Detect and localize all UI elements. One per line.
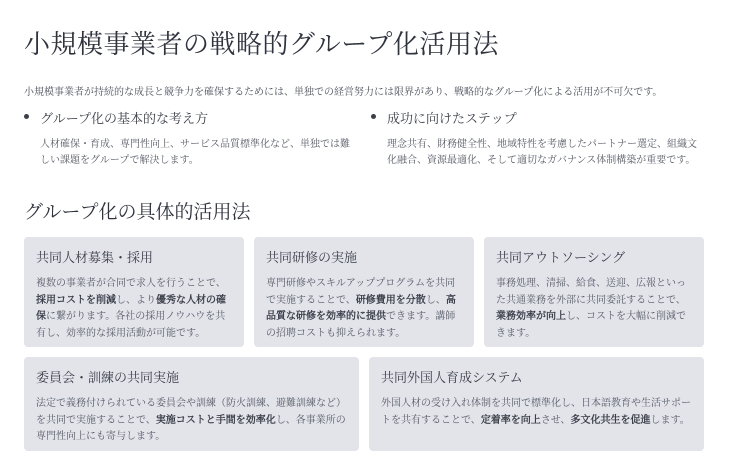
bullet-body: 理念共有、財務健全性、地域特性を考慮したパートナー選定、組織文化融合、資源最適化、そして適切なガバナンス体制構築が重要です。 (387, 139, 697, 166)
body-text: し、より (116, 294, 156, 306)
card-joint-recruitment (24, 237, 244, 347)
body-text: し、コストを大幅に削減できます。 (496, 311, 686, 339)
body-text: 法定で義務付けられている委員会や訓練（防火訓練、避難訓練など）を共同で実施することで、 (36, 398, 346, 426)
emphasis-text: 研修費用を分散 (355, 294, 426, 306)
card-title: 共同外国人育成システム (381, 371, 523, 386)
body-text: 複数の事業者が合同で求人を行うことで、 (36, 278, 226, 289)
card-title: 共同アウトソーシング (496, 251, 626, 266)
card-body (496, 276, 692, 342)
intro-text: 小規模事業者が持続的な成長と競争力を確保するためには、単独での経営努力には限界があり、戦略的なグループ化による活用が不可欠です。 (24, 87, 663, 98)
body-text: できます。講師の招聘コストも抑えられます。 (266, 311, 456, 339)
section-title: グループ化の具体的活用法 (24, 201, 251, 223)
card-body (36, 276, 232, 342)
body-text: 事務処理、清掃、給食、送迎、広報といった共通業務を外部に共同委託することで、 (496, 278, 686, 306)
bullet-success-steps (371, 108, 701, 169)
emphasis-text: 優秀な人材の確保 (36, 294, 226, 322)
bullet-heading (371, 108, 701, 127)
bullet-body: 人材確保・育成、専門性向上、サービス品質標準化など、単独では難しい課題をグループで解決します。 (40, 139, 350, 166)
emphasis-text: 業務効率が向上 (496, 311, 566, 322)
emphasis-text: 多文化共生を促進 (570, 414, 651, 426)
card-body (266, 276, 462, 342)
card-joint-training (254, 237, 474, 347)
card-body (36, 396, 347, 446)
emphasis-text: 実施コストと手間を効率化 (155, 414, 276, 426)
body-text: 専門研修やスキルアッププログラムを共同で実施することで、 (266, 278, 456, 306)
body-text: し、 (425, 294, 446, 306)
emphasis-text: 定着率を向上 (480, 414, 541, 426)
bullet-dot-icon (24, 114, 29, 119)
bullet-basic-concept (24, 108, 354, 169)
body-text: 外国人材の受け入れ体制を共同で標準化し、日本語教育や生活サポートを共有することで、 (381, 398, 691, 426)
card-title: 委員会・訓練の共同実施 (36, 371, 180, 386)
body-text: します。 (650, 414, 690, 426)
emphasis-text: 採用コストを削減 (36, 294, 116, 306)
card-joint-foreign-talent (369, 357, 704, 451)
page-title: 小規模事業者の戦略的グループ化活用法 (24, 30, 499, 60)
bullet-dot-icon (371, 114, 376, 119)
card-title: 共同人材募集・採用 (36, 251, 154, 266)
bullet-heading-text: グループ化の基本的な考え方 (40, 112, 208, 127)
body-text: させ、 (540, 414, 571, 426)
card-joint-committee-drills (24, 357, 359, 451)
card-title: 共同研修の実施 (266, 251, 358, 266)
body-text: に繋がります。各社の採用ノウハウを共有し、効率的な採用活動が可能です。 (36, 311, 226, 339)
bullet-heading (24, 108, 354, 127)
bullet-heading-text: 成功に向けたステップ (387, 112, 517, 127)
emphasis-text: 高品質な研修を効率的に提供 (266, 294, 456, 322)
body-text: し、各事業所の専門性向上にも寄与します。 (36, 414, 346, 442)
card-body (381, 396, 692, 429)
card-joint-outsourcing (484, 237, 704, 347)
